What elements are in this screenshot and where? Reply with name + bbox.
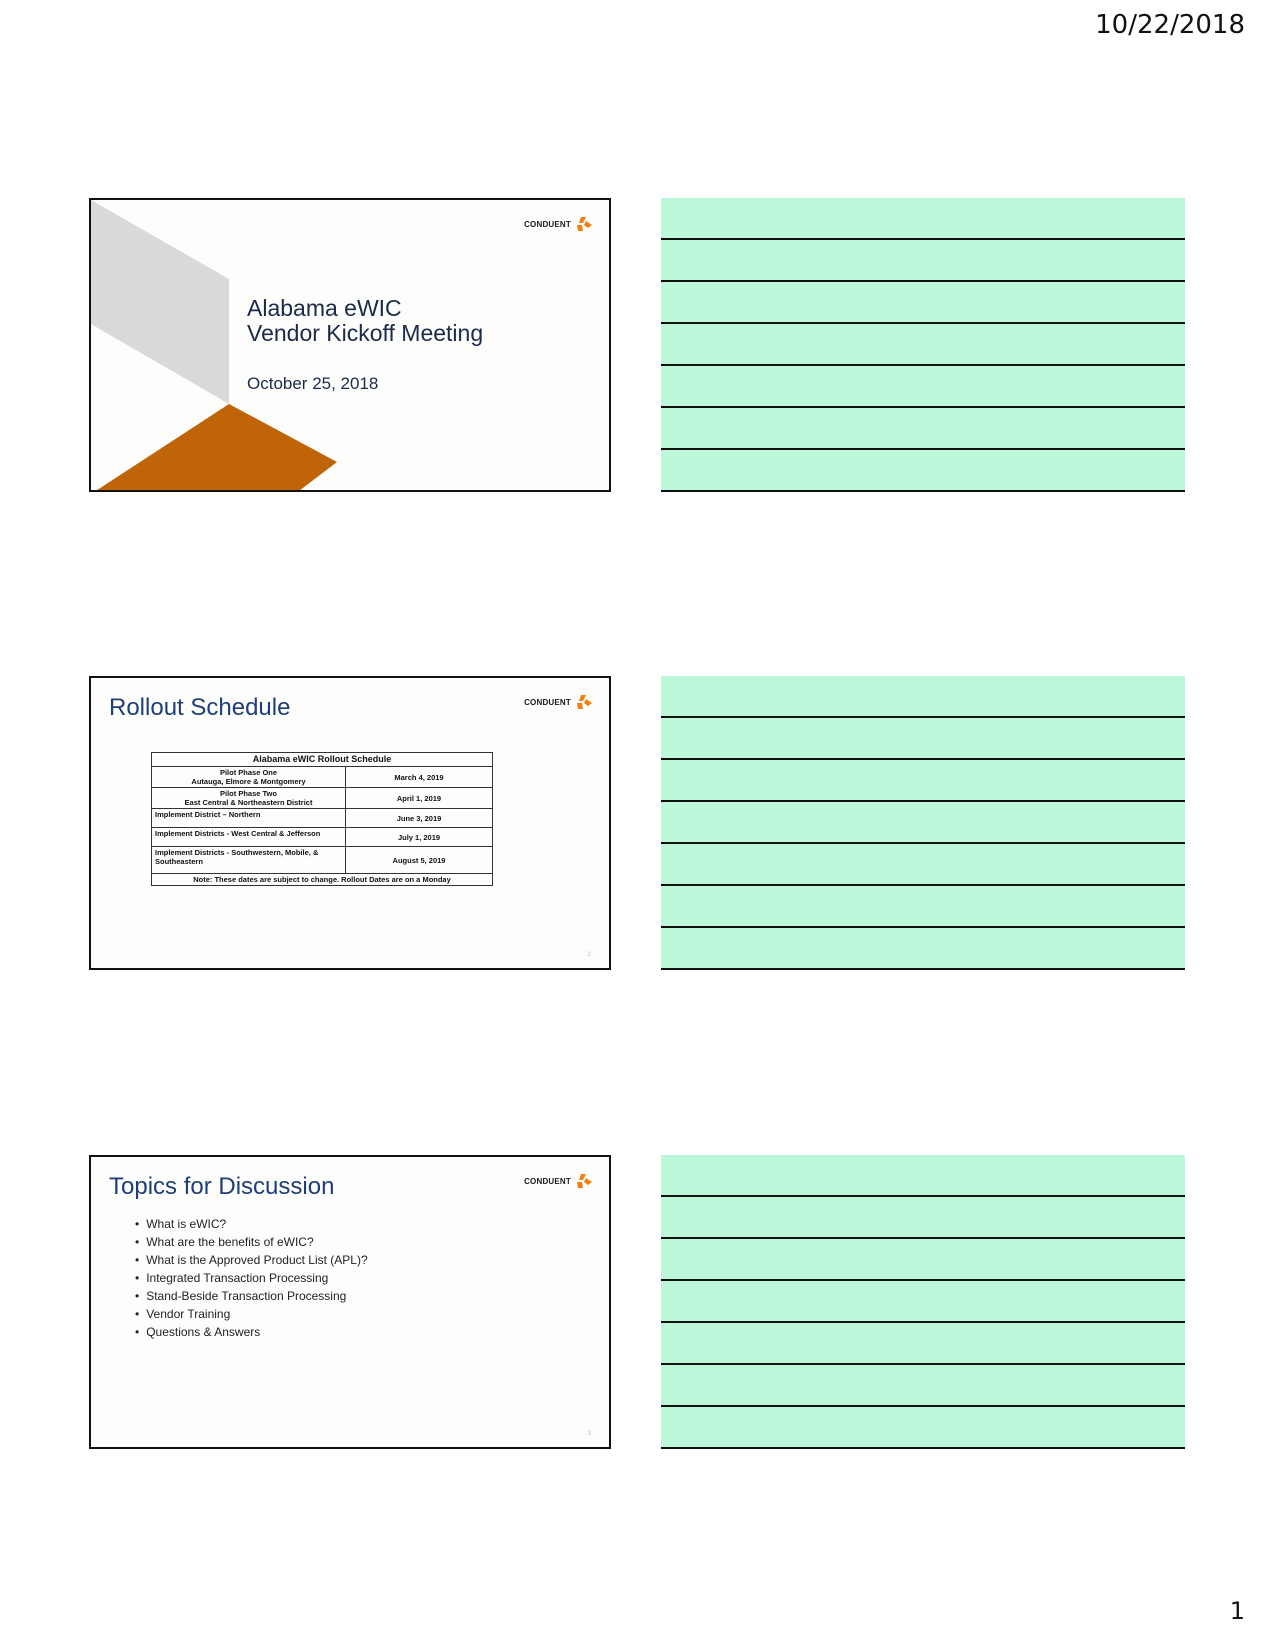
presentation-date: October 25, 2018	[247, 374, 379, 393]
conduent-logo	[524, 1173, 593, 1189]
list-item: • Integrated Transaction Processing	[135, 1269, 368, 1287]
phase-line: Implement Districts - West Central & Jefferson	[155, 829, 321, 838]
table-row	[152, 828, 493, 847]
note-line	[661, 240, 1185, 282]
note-line	[661, 1197, 1185, 1239]
list-item: • Vendor Training	[135, 1305, 368, 1323]
date-cell: March 4, 2019	[346, 767, 493, 788]
conduent-logo	[524, 694, 593, 710]
title-line-2: Vendor Kickoff Meeting	[247, 320, 484, 346]
note-line	[661, 1281, 1185, 1323]
topics-list	[135, 1215, 368, 1341]
presentation-title	[247, 296, 483, 346]
logo-text: CONDUENT	[524, 219, 571, 229]
phase-detail: Autauga, Elmore & Montgomery	[191, 777, 306, 786]
note-line	[661, 282, 1185, 324]
note-line	[661, 760, 1185, 802]
conduent-logo	[524, 216, 593, 232]
table-row	[152, 847, 493, 874]
phase-cell	[152, 847, 346, 874]
list-item: • Questions & Answers	[135, 1323, 368, 1341]
logo-text: CONDUENT	[524, 697, 571, 707]
note-line	[661, 1239, 1185, 1281]
table-row	[152, 809, 493, 828]
notes-area-1	[661, 198, 1185, 492]
note-line	[661, 676, 1185, 718]
slide-heading: Rollout Schedule	[109, 694, 291, 721]
slide-heading: Topics for Discussion	[109, 1173, 335, 1200]
orange-triangle	[91, 404, 337, 492]
notes-area-3	[661, 1155, 1185, 1449]
phase-line: Pilot Phase Two	[220, 789, 277, 798]
note-line	[661, 844, 1185, 886]
spacer	[155, 838, 342, 845]
note-line	[661, 324, 1185, 366]
note-line	[661, 718, 1185, 760]
phase-cell	[152, 828, 346, 847]
slide-number: 2	[587, 952, 591, 958]
phase-detail: Southeastern	[155, 857, 203, 866]
phase-cell	[152, 788, 346, 809]
decorative-shapes	[91, 200, 611, 492]
list-item: • What is eWIC?	[135, 1215, 368, 1233]
date-cell: July 1, 2019	[346, 828, 493, 847]
table-row	[152, 767, 493, 788]
phase-line: Pilot Phase One	[219, 768, 278, 777]
note-line	[661, 1365, 1185, 1407]
note-line	[661, 1407, 1185, 1449]
table-row	[152, 788, 493, 809]
note-line	[661, 802, 1185, 844]
notes-area-2	[661, 676, 1185, 970]
note-line	[661, 366, 1185, 408]
date-cell: August 5, 2019	[346, 847, 493, 874]
phase-detail: East Central & Northeastern District	[184, 798, 313, 807]
rollout-schedule-table	[151, 752, 493, 886]
slide-1-title	[89, 198, 611, 492]
list-item: • What is the Approved Product List (APL)?	[135, 1251, 368, 1269]
phase-line: Implement District – Northern	[155, 810, 261, 819]
page-number: 1	[1229, 1597, 1245, 1625]
slide-2-rollout	[89, 676, 611, 970]
conduent-mark-icon	[575, 216, 593, 232]
spacer	[155, 819, 342, 826]
note-line	[661, 408, 1185, 450]
spacer	[155, 866, 342, 872]
note-line	[661, 1323, 1185, 1365]
conduent-mark-icon	[575, 1173, 593, 1189]
note-line	[661, 450, 1185, 492]
slide-number: 3	[587, 1431, 591, 1437]
date-cell: June 3, 2019	[346, 809, 493, 828]
phase-line: Implement Districts - Southwestern, Mobile, &	[155, 848, 319, 857]
phase-cell	[152, 809, 346, 828]
table-title: Alabama eWIC Rollout Schedule	[152, 753, 493, 767]
note-line	[661, 1155, 1185, 1197]
conduent-mark-icon	[575, 694, 593, 710]
list-item: • Stand-Beside Transaction Processing	[135, 1287, 368, 1305]
note-line	[661, 198, 1185, 240]
note-line	[661, 928, 1185, 970]
note-line	[661, 886, 1185, 928]
table-note: Note: These dates are subject to change. Rollout Dates are on a Monday	[152, 874, 493, 886]
list-item: • What are the benefits of eWIC?	[135, 1233, 368, 1251]
title-line-1: Alabama eWIC	[247, 295, 402, 321]
date-cell: April 1, 2019	[346, 788, 493, 809]
phase-cell	[152, 767, 346, 788]
page-date: 10/22/2018	[1095, 10, 1245, 40]
logo-text: CONDUENT	[524, 1176, 571, 1186]
slide-3-topics	[89, 1155, 611, 1449]
gray-parallelogram	[91, 200, 229, 404]
